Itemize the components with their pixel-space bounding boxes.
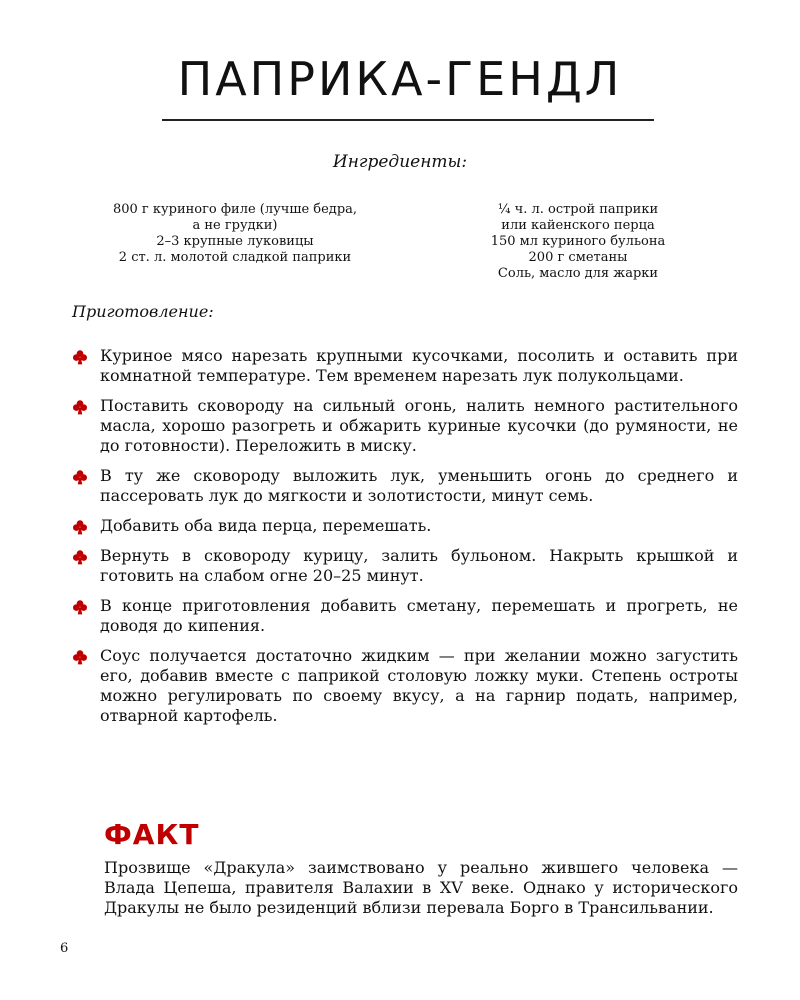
fact-heading: ФАКТ xyxy=(104,818,200,851)
ingredient-line: 2 ст. л. молотой сладкой паприки xyxy=(118,250,352,265)
step-text: Добавить оба вида перца, перемешать. xyxy=(100,516,432,535)
club-icon xyxy=(72,649,88,665)
step-text: Соус получается достаточно жидким — при желании можно загустить его, добавив вместе с паприкой столовую ложку муки. Степень остроты можно регулировать по своему вкусу, а на гарнир подать, например, отварной картофель. xyxy=(100,646,738,725)
preparation-heading: Приготовление: xyxy=(72,302,214,321)
club-icon xyxy=(72,469,88,485)
ingredient-line: 150 мл куриного бульона xyxy=(490,234,666,249)
step-item xyxy=(72,396,738,456)
ingredient-line: или кайенского перца xyxy=(501,218,655,233)
step-item xyxy=(72,596,738,636)
step-item xyxy=(72,546,738,586)
ingredient-line: а не грудки) xyxy=(192,218,278,233)
step-text: Куриное мясо нарезать крупными кусочками, посолить и оставить при комнатной температуре. Тем временем нарезать лук полукольцами. xyxy=(100,346,738,385)
step-item xyxy=(72,646,738,726)
club-icon xyxy=(72,399,88,415)
page-title: ПАПРИКА-ГЕНДЛ xyxy=(177,52,623,106)
step-text: Вернуть в сковороду курицу, залить бульоном. Накрыть крышкой и готовить на слабом огне 20–25 минут. xyxy=(100,546,738,585)
step-text: Поставить сковороду на сильный огонь, налить немного растительного масла, хорошо разогреть и обжарить куриные кусочки (до румяности, не до готовности). Переложить в миску. xyxy=(100,396,738,455)
ingredients-left-column xyxy=(75,202,395,266)
step-item xyxy=(72,516,738,536)
club-icon xyxy=(72,599,88,615)
club-icon xyxy=(72,549,88,565)
preparation-steps xyxy=(72,346,738,736)
ingredients-right-column xyxy=(418,202,738,282)
ingredient-line: 800 г куриного филе (лучше бедра, xyxy=(112,202,358,217)
club-icon xyxy=(72,349,88,365)
ingredient-line: ¼ ч. л. острой паприки xyxy=(497,202,659,217)
step-text: В конце приготовления добавить сметану, перемешать и прогреть, не доводя до кипения. xyxy=(100,596,738,635)
step-item xyxy=(72,466,738,506)
fact-text: Прозвище «Дракула» заимствовано у реально жившего человека — Влада Цепеша, правителя Валахии в XV веке. Однако у исторического Дракулы не было резиденций вблизи перевала Борго в Трансильвании. xyxy=(104,858,738,917)
step-text: В ту же сковороду выложить лук, уменьшить огонь до среднего и пассеровать лук до мягкости и золотистости, минут семь. xyxy=(100,466,738,505)
ingredients-heading: Ингредиенты: xyxy=(332,152,468,172)
ingredient-line: 2–3 крупные луковицы xyxy=(156,234,314,249)
page-number: 6 xyxy=(60,941,69,956)
step-item xyxy=(72,346,738,386)
ingredient-line: 200 г сметаны xyxy=(528,250,628,265)
ingredient-line: Соль, масло для жарки xyxy=(497,266,659,281)
title-divider xyxy=(162,119,654,121)
club-icon xyxy=(72,519,88,535)
